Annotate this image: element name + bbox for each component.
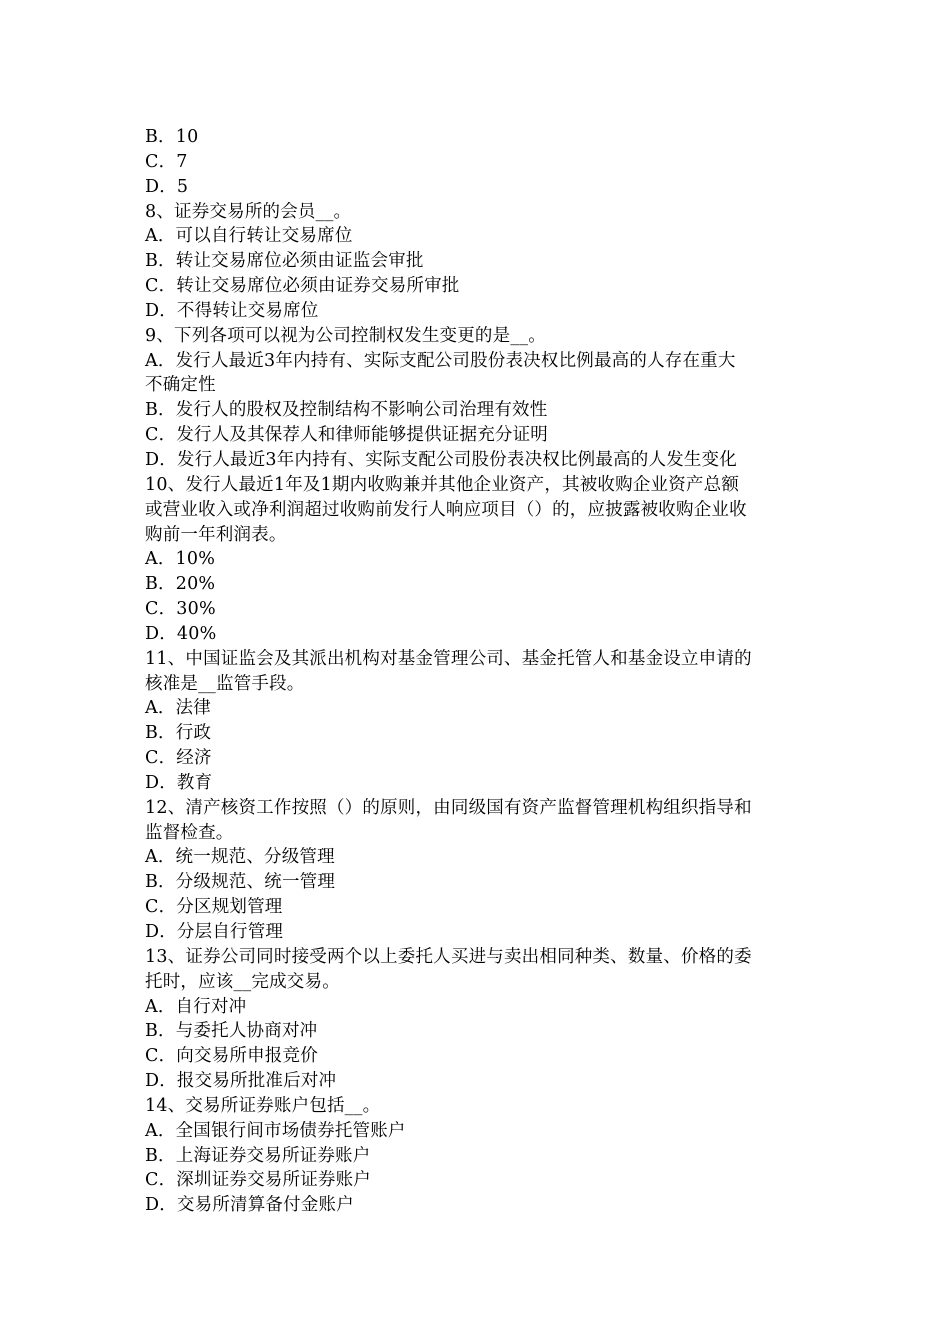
question-14: 14、交易所证券账户包括__。 [145,1095,381,1116]
option-line: A．统一规范、分级管理 [145,847,335,868]
option-line: B．10 [145,127,199,147]
option-line: D．分层自行管理 [145,922,284,942]
option-line: D．不得转让交易席位 [145,300,319,321]
question-12-continued: 监督检查。 [145,822,234,843]
option-line: D．5 [145,176,189,197]
option-line: D．40% [145,623,217,644]
option-line: D．交易所清算备付金账户 [145,1195,354,1216]
option-line: C．向交易所申报竞价 [145,1046,318,1067]
option-line: A．全国银行间市场债券托管账户 [145,1120,406,1141]
question-12: 12、清产核资工作按照（）的原则，由同级国有资产监督管理机构组织指导和 [145,797,752,818]
document-body [145,125,810,1218]
option-line: C．30% [145,599,216,620]
option-line: A．可以自行转让交易席位 [145,226,353,247]
option-line-continued: 不确定性 [145,375,216,396]
question-8: 8、证券交易所的会员__。 [145,201,352,222]
question-11: 11、中国证监会及其派出机构对基金管理公司、基金托管人和基金设立申请的 [145,648,752,669]
option-line: B．与委托人协商对冲 [145,1021,318,1042]
option-line: C．分区规划管理 [145,897,283,918]
question-11-continued: 核准是__监管手段。 [145,673,305,694]
option-line: A．发行人最近3年内持有、实际支配公司股份表决权比例最高的人存在重大 [145,350,736,371]
question-10-continued: 购前一年利润表。 [145,524,287,545]
option-line: D．发行人最近3年内持有、实际支配公司股份表决权比例最高的人发生变化 [145,449,737,470]
option-line: C．深圳证券交易所证券账户 [145,1170,371,1191]
question-10-continued: 或营业收入或净利润超过收购前发行人响应项目（）的，应披露被收购企业收 [145,499,747,520]
option-line: B．转让交易席位必须由证监会审批 [145,251,424,272]
question-13-continued: 托时，应该__完成交易。 [145,971,340,992]
option-line: B．20% [145,574,216,595]
option-line: B．行政 [145,723,212,744]
option-line: C．发行人及其保荐人和律师能够提供证据充分证明 [145,425,548,446]
option-line: A．自行对冲 [145,996,247,1017]
option-line: C．经济 [145,748,212,769]
question-9: 9、下列各项可以视为公司控制权发生变更的是__。 [145,325,546,346]
option-line: A．法律 [145,698,211,719]
option-line: C．7 [145,151,188,172]
question-10: 10、发行人最近1年及1期内收购兼并其他企业资产，其被收购企业资产总额 [145,474,740,495]
option-line: A．10% [145,549,216,570]
option-line: B．分级规范、统一管理 [145,872,336,893]
option-line: B．上海证券交易所证券账户 [145,1145,371,1166]
question-13: 13、证券公司同时接受两个以上委托人买进与卖出相同种类、数量、价格的委 [145,946,752,967]
option-line: D．教育 [145,772,213,793]
option-line: C．转让交易席位必须由证券交易所审批 [145,276,460,297]
option-line: D．报交易所批准后对冲 [145,1071,337,1092]
option-line: B．发行人的股权及控制结构不影响公司治理有效性 [145,400,548,421]
